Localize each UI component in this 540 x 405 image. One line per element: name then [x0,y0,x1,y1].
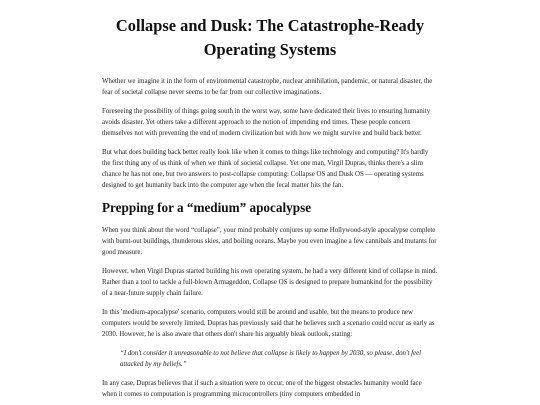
section-paragraph: In this 'medium-apocalypse' scenario, computers would still be around and usable, but the means to produce new computers would be severely limited. Dupras has previously said that he believes such a scenario could occur as early as 2030. However, he is also aware that others don't share his arguably bleak outlook, stating: [102,309,435,338]
intro-paragraph: Foreseeing the possibility of things going south in the worst way, some have dedicated their lives to ensuring humanity avoids disaster. Yet others take a different approach to the notion of impending end times. These people concern themselves not with preventing the end of modern civilization but with how we might survive and build back better. [102,108,431,137]
pull-quote: “I don't consider it unreasonable to not believe that collapse is likely to happen by 2030, so please, don't feel attacked by my beliefs.” [120,350,422,368]
intro-paragraph: Whether we imagine it in the form of environmental catastrophe, nuclear annihilation, pandemic, or natural disaster, the fear of societal collapse never seems to be far from our collective imaginations. [102,78,433,96]
section-paragraph: When you think about the word “collapse”, your mind probably conjures up some Hollywood-style apocalypse complete with burnt-out buildings, thunderous skies, and boiling oceans. Maybe you even imagine a few cannibals and mutants for good measure. [102,227,437,256]
section-heading: Prepping for a “medium” apocalypse [102,200,312,215]
closing-paragraph: In any case, Dupras believes that if such a situation were to occur, one of the biggest obstacles humanity would face when it comes to computation is programming microcontrollers (tiny computers embedded in [102,380,422,398]
section-paragraph: However, when Virgil Dupras started building his own operating system, he had a very different kind of collapse in mind. Rather than a tool to tackle a full-blown Armageddon, Collapse OS is designed to prepare humankind for the possibility of a near-future supply chain failure. [102,268,438,297]
article [102,14,438,405]
article-title: Collapse and Dusk: The Catastrophe-Ready Operating Systems [115,16,425,59]
intro-paragraph: But what does building back better really look like when it comes to things like technology and computing? It's hardly the first thing any of us think of when we think of societal collapse. Yet one man, Virgil Dupras, thinks there's a slim chance he has not one, but two answers to post-collapse computing: Collapse OS and Dusk OS — operating systems designed to get humanity back into the computer age when the fecal matter hits the fan. [102,149,429,189]
